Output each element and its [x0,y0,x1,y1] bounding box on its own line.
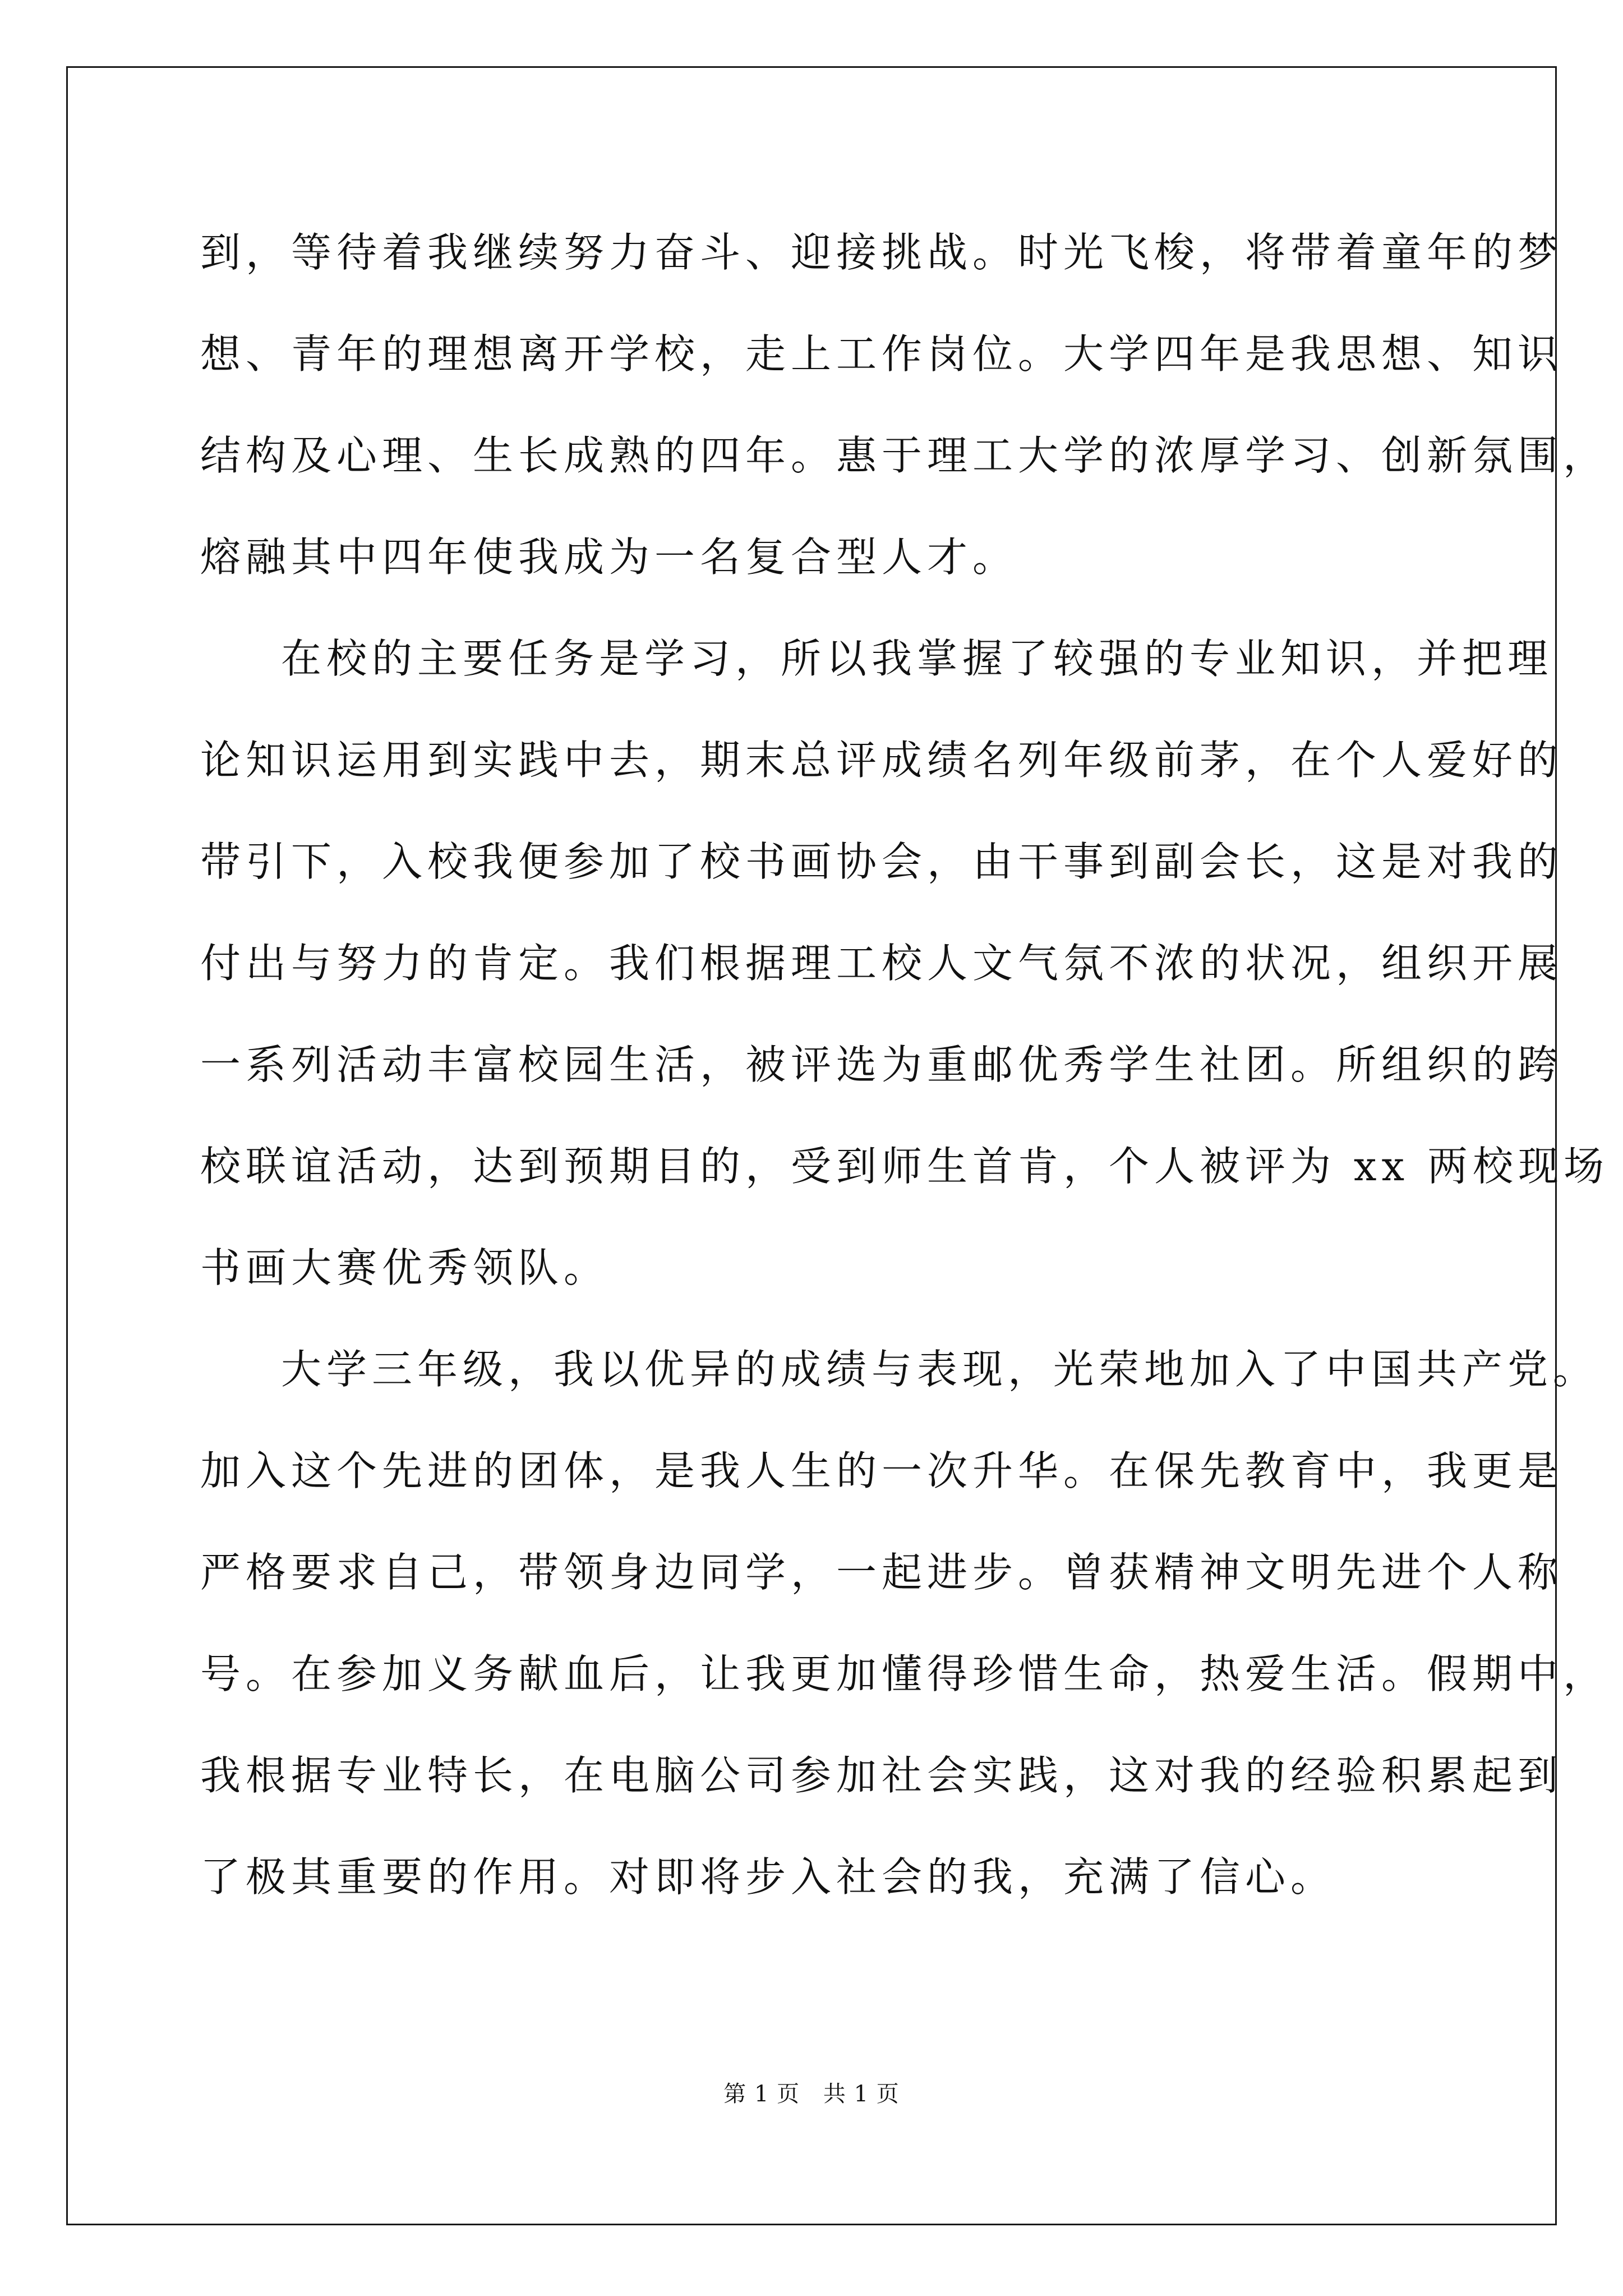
text-line: 想、青年的理想离开学校，走上工作岗位。大学四年是我思想、知识 [200,330,1564,378]
text-line: 了极其重要的作用。对即将步入社会的我，充满了信心。 [200,1853,1336,1901]
text-line: 结构及心理、生长成熟的四年。惠于理工大学的浓厚学习、创新氛围， [200,432,1609,479]
page-number: 第 1 页 [723,2081,800,2107]
text-line: 书画大赛优秀领队。 [200,1244,610,1291]
text-line: 大学三年级，我以优异的成绩与表现，光荣地加入了中国共产党。 [281,1346,1599,1393]
paragraph-3 [200,1319,1609,1928]
text-line: 论知识运用到实践中去，期末总评成绩名列年级前茅，在个人爱好的 [200,737,1564,784]
paragraph-2 [200,608,1609,1319]
document-body [200,202,1609,1928]
page-total: 共 1 页 [823,2081,900,2107]
text-line: 付出与努力的肯定。我们根据理工校人文气氛不浓的状况，组织开展 [200,940,1564,987]
paragraph-1 [200,202,1609,608]
page-footer [0,2078,1623,2110]
text-line: 号。在参加义务献血后，让我更加懂得珍惜生命，热爱生活。假期中， [200,1650,1609,1697]
text-line: 一系列活动丰富校园生活，被评选为重邮优秀学生社团。所组织的跨 [200,1041,1564,1088]
text-line: 我根据专业特长，在电脑公司参加社会实践，这对我的经验积累起到 [200,1752,1564,1799]
text-line: 带引下，入校我便参加了校书画协会，由干事到副会长，这是对我的 [200,838,1564,885]
text-line: 严格要求自己，带领身边同学，一起进步。曾获精神文明先进个人称 [200,1549,1564,1596]
text-line: 加入这个先进的团体，是我人生的一次升华。在保先教育中，我更是 [200,1447,1564,1494]
text-line: 到，等待着我继续努力奋斗、迎接挑战。时光飞梭，将带着童年的梦 [200,229,1564,276]
text-line: 在校的主要任务是学习，所以我掌握了较强的专业知识，并把理 [281,635,1553,682]
text-line: 熔融其中四年使我成为一名复合型人才。 [200,533,1018,581]
text-line: 校联谊活动，达到预期目的，受到师生首肯，个人被评为 xx 两校现场 [200,1143,1609,1190]
